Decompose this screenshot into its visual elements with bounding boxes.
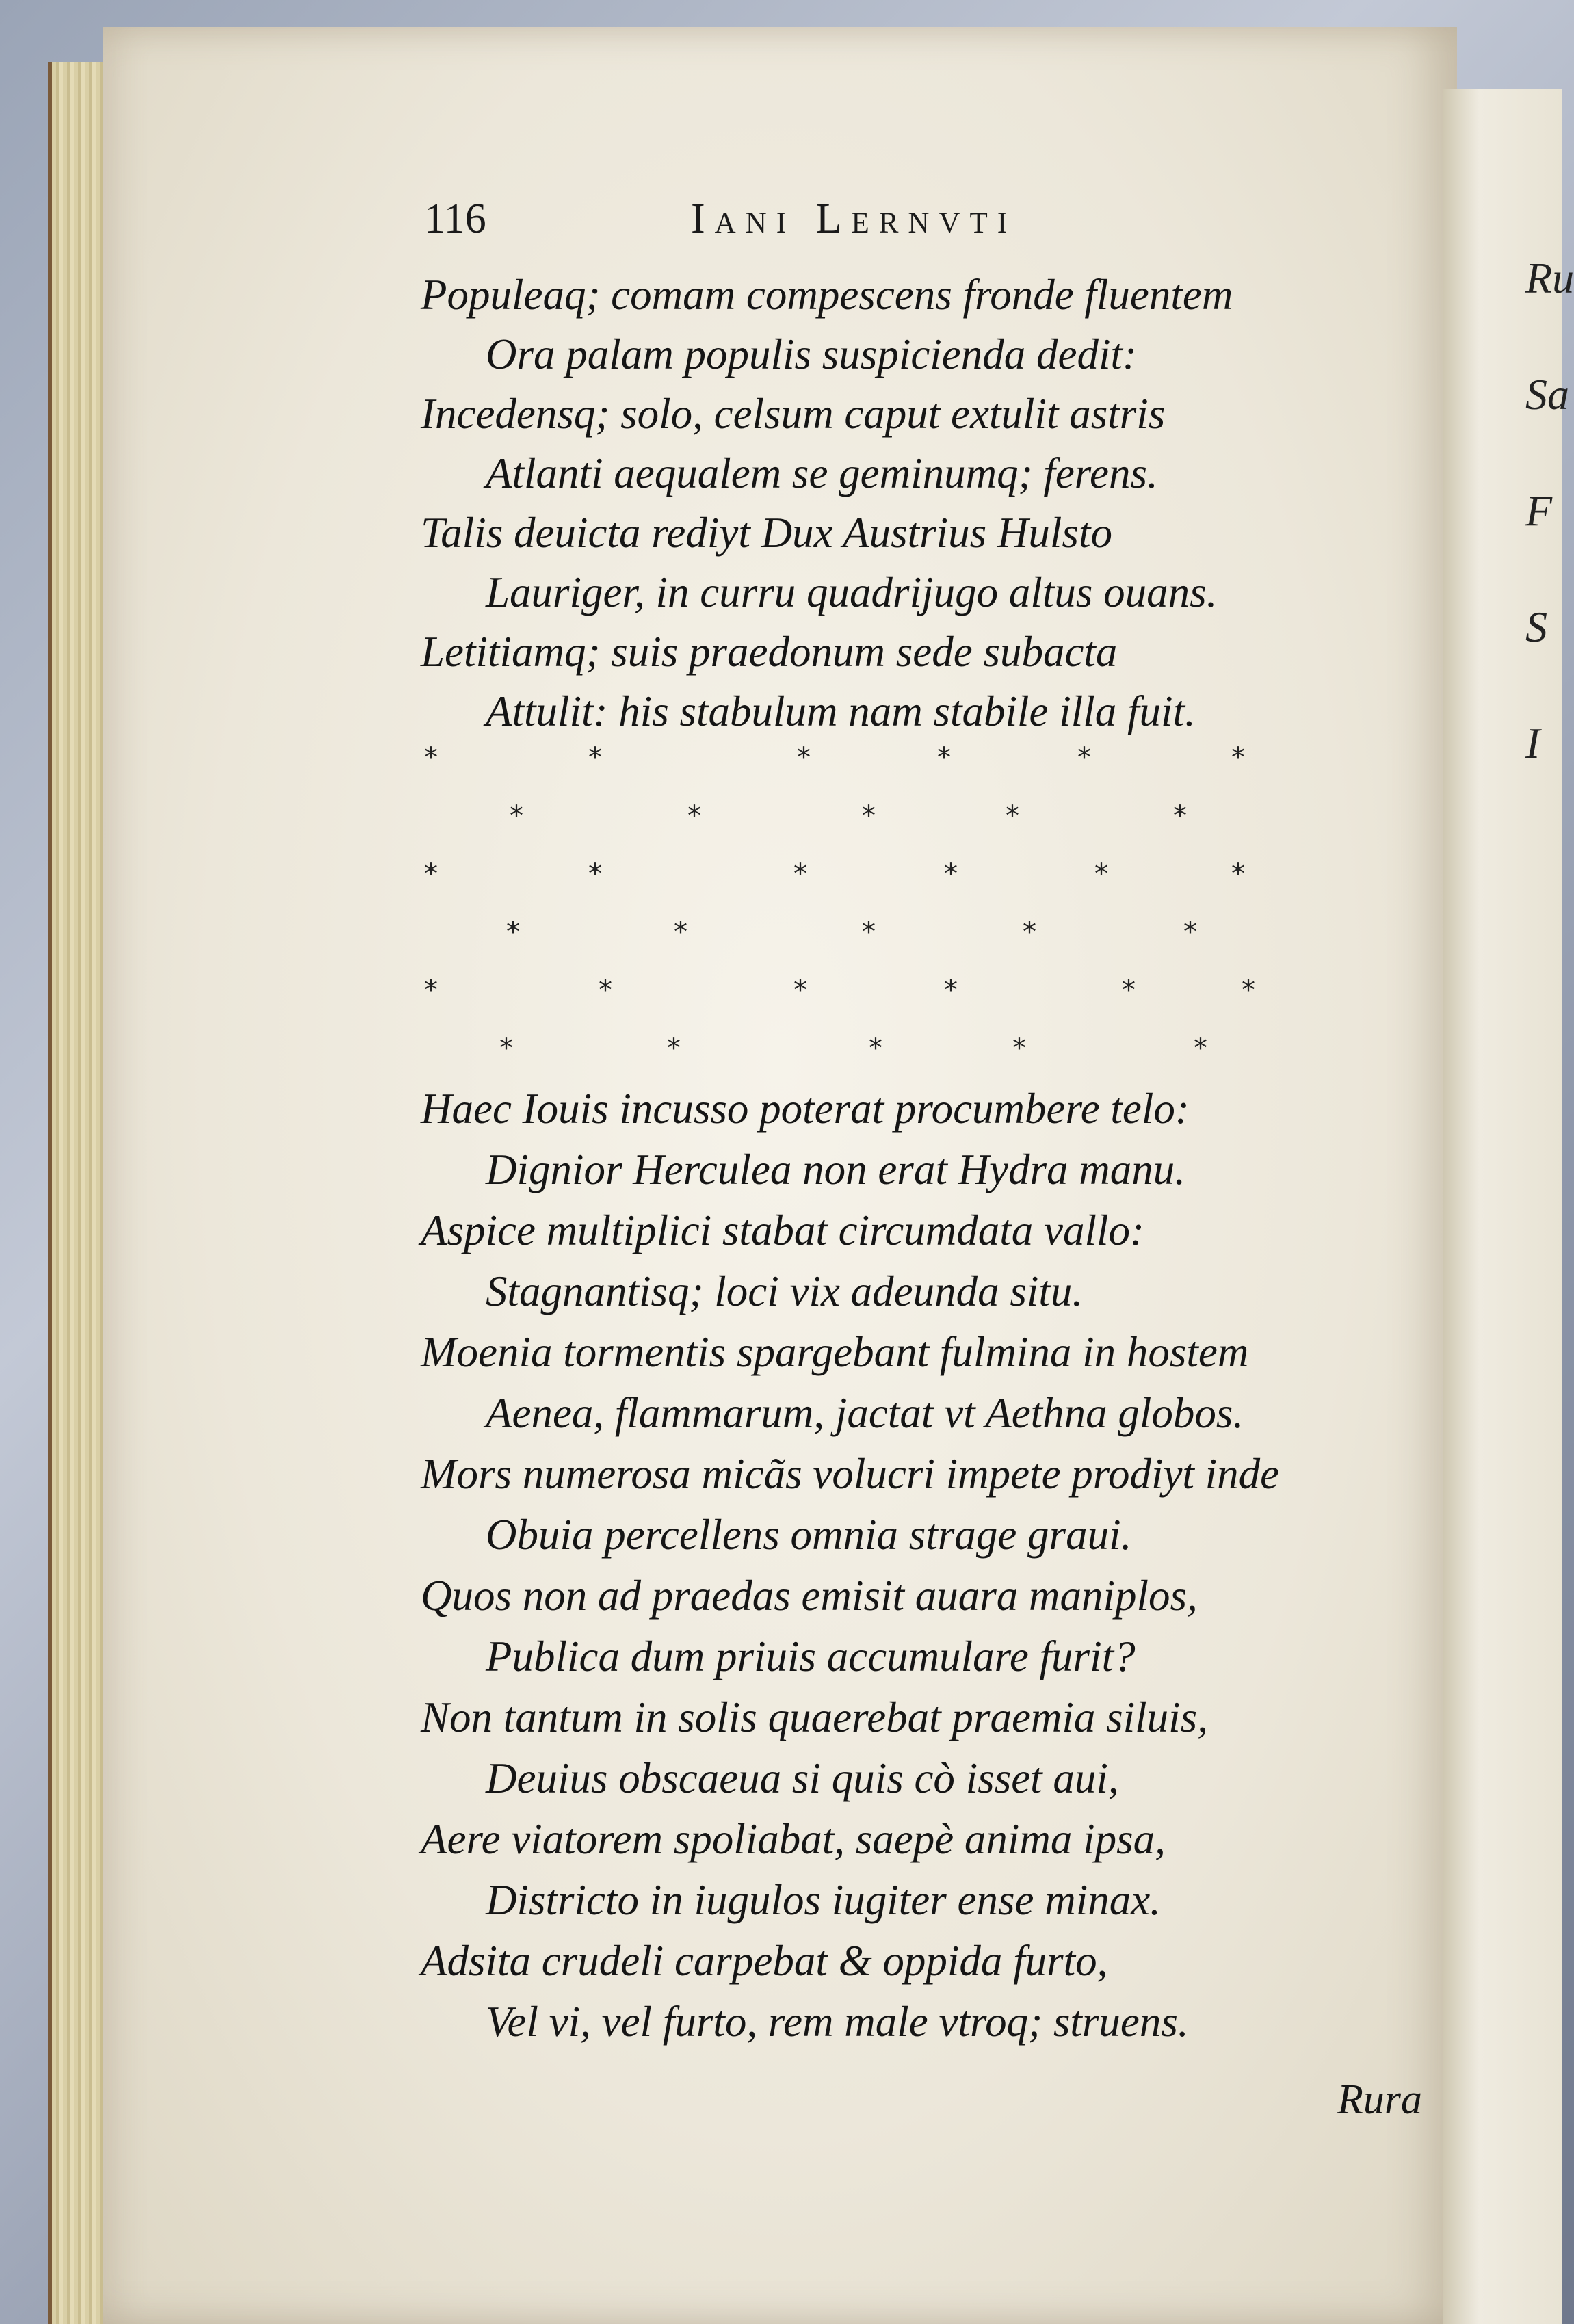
asterisk-icon: *	[588, 742, 602, 774]
verse-line: Districto in iugulos iugiter ense minax.	[486, 1876, 1161, 1924]
asterisk-icon: *	[1077, 742, 1091, 774]
verse-line: Aenea, flammarum, jactat vt Aethna globos.	[486, 1389, 1244, 1437]
verse-line: Publica dum priuis accumulare furit?	[486, 1633, 1136, 1680]
verse-line: Quos non ad praedas emisit auara maniplos,	[421, 1572, 1198, 1620]
verse-line: Attulit: his stabulum nam stabile illa fuit.	[486, 687, 1196, 735]
facing-fragment: F	[1525, 486, 1553, 535]
asterisk-icon: *	[1183, 916, 1197, 948]
asterisk-icon: *	[506, 916, 520, 948]
facing-fragment: Sa	[1525, 370, 1569, 419]
verse-line: Incedensq; solo, celsum caput extulit astris	[421, 390, 1166, 438]
asterisk-icon: *	[424, 858, 438, 890]
verse-line: Aspice multiplici stabat circumdata vallo:	[421, 1206, 1144, 1254]
asterisk-icon: *	[424, 742, 438, 774]
verse-line: Vel vi, vel furto, rem male vtroq; struens.	[486, 1998, 1189, 2046]
verse-line: Non tantum in solis quaerebat praemia siluis,	[421, 1693, 1208, 1741]
asterisk-icon: *	[1231, 742, 1245, 774]
verse-line: Stagnantisq; loci vix adeunda situ.	[486, 1267, 1084, 1315]
asterisk-icon: *	[1231, 858, 1245, 890]
verse-line: Mors numerosa micãs volucri impete prodiyt inde	[421, 1450, 1280, 1498]
facing-fragment: Ru	[1525, 254, 1574, 302]
asterisk-icon: *	[797, 742, 811, 774]
book-page-right	[1443, 89, 1574, 2324]
verse-line: Talis deuicta rediyt Dux Austrius Hulsto	[421, 509, 1112, 557]
verse-line: Adsita crudeli carpebat & oppida furto,	[421, 1937, 1108, 1985]
verse-line: Deuius obscaeua si quis cò isset aui,	[486, 1754, 1119, 1802]
asterisk-icon: *	[1006, 800, 1019, 832]
catchword: Rura	[1337, 2076, 1422, 2123]
facing-fragment: I	[1525, 719, 1540, 767]
asterisk-icon: *	[674, 916, 687, 948]
verse-line: Moenia tormentis spargebant fulmina in hostem	[421, 1328, 1249, 1376]
verse-line: Ora palam populis suspicienda dedit:	[486, 330, 1137, 378]
asterisk-icon: *	[944, 975, 958, 1006]
running-title: Iani Lernvti	[691, 196, 1017, 242]
verse-line: Obuia percellens omnia strage graui.	[486, 1511, 1132, 1559]
asterisk-icon: *	[1122, 975, 1136, 1006]
asterisk-icon: *	[599, 975, 612, 1006]
asterisk-icon: *	[667, 1033, 681, 1064]
asterisk-icon: *	[1242, 975, 1255, 1006]
asterisk-icon: *	[1173, 800, 1187, 832]
asterisk-icon: *	[793, 858, 807, 890]
asterisk-icon: *	[862, 800, 876, 832]
asterisk-icon: *	[424, 975, 438, 1006]
verse-line: Populeaq; comam compescens fronde fluentem	[421, 271, 1233, 319]
asterisk-icon: *	[937, 742, 951, 774]
verse-line: Atlanti aequalem se geminumq; ferens.	[486, 449, 1158, 497]
verse-line: Aere viatorem spoliabat, saepè anima ipsa,	[421, 1815, 1166, 1863]
asterisk-icon: *	[588, 858, 602, 890]
asterisk-icon: *	[1094, 858, 1108, 890]
asterisk-icon: *	[499, 1033, 513, 1064]
facing-fragment: S	[1525, 603, 1547, 651]
asterisk-icon: *	[1023, 916, 1036, 948]
asterisk-icon: *	[1194, 1033, 1207, 1064]
verse-line: Letitiamq; suis praedonum sede subacta	[421, 628, 1118, 676]
verse-line: Haec Iouis incusso poterat procumbere telo:	[421, 1085, 1190, 1133]
asterisk-icon: *	[862, 916, 876, 948]
verse-line: Lauriger, in curru quadrijugo altus ouans.	[486, 568, 1218, 616]
page-number: 116	[424, 196, 486, 242]
asterisk-icon: *	[793, 975, 807, 1006]
verse-line: Dignior Herculea non erat Hydra manu.	[486, 1146, 1186, 1193]
asterisk-icon: *	[687, 800, 701, 832]
asterisk-icon: *	[510, 800, 523, 832]
asterisk-icon: *	[869, 1033, 882, 1064]
asterisk-icon: *	[944, 858, 958, 890]
asterisk-icon: *	[1012, 1033, 1026, 1064]
